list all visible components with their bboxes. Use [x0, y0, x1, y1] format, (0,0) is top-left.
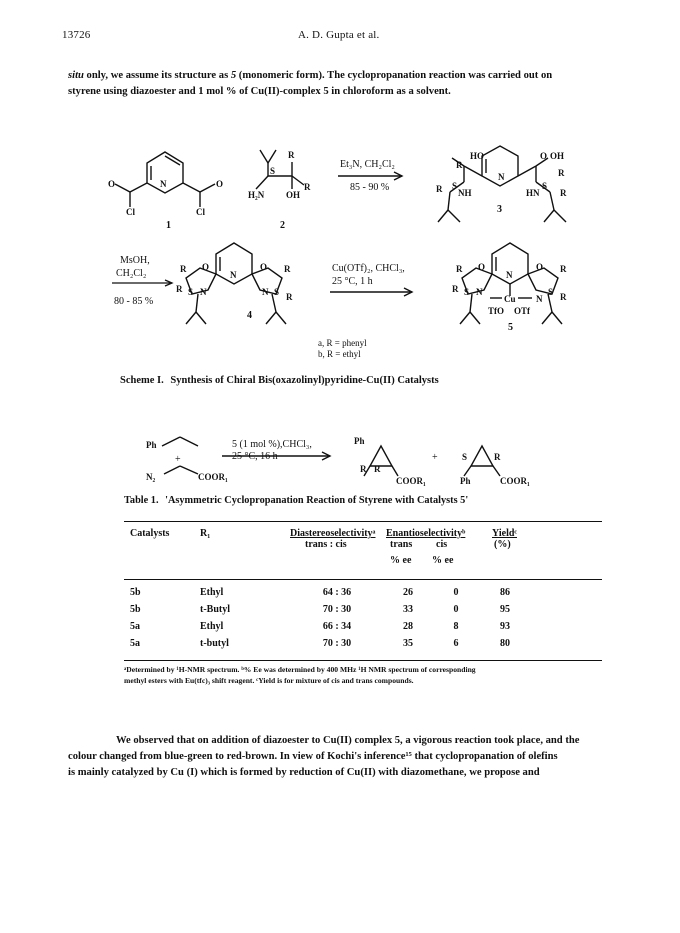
closing-paragraph — [68, 733, 668, 781]
header-yield: Yieldᶜ — [492, 528, 517, 539]
step1-reagent: Et₃N, CH₂Cl₂ — [340, 159, 395, 170]
svg-text:R: R — [560, 188, 567, 198]
svg-text:R: R — [456, 264, 463, 274]
svg-text:N: N — [200, 287, 207, 297]
svg-text:HO: HO — [470, 151, 485, 161]
label-compound-5: 5 — [508, 322, 513, 333]
table-mid-rule — [124, 579, 602, 580]
cell-catalyst: 5a — [130, 621, 140, 632]
svg-text:O: O — [536, 262, 544, 272]
svg-text:HN: HN — [526, 188, 540, 198]
cell-catalyst: 5a — [130, 638, 140, 649]
intro-line1-end: (monomeric form). The cyclopropanation reaction was carried out on — [236, 70, 553, 81]
cell-ee-cis: 8 — [453, 621, 459, 632]
step2-reagent-b: CH₂Cl₂ — [116, 268, 147, 279]
cell-ee-cis: 0 — [453, 604, 459, 615]
table-row — [130, 635, 602, 652]
svg-text:O: O — [260, 262, 268, 272]
table-row — [130, 584, 602, 601]
header-catalysts: Catalysts — [130, 528, 170, 539]
svg-text:R: R — [284, 264, 291, 274]
svg-text:R: R — [456, 160, 463, 170]
table-caption-label: Table 1. — [124, 495, 159, 506]
reaction-plus-2: + — [432, 452, 438, 463]
svg-text:R: R — [560, 292, 567, 302]
label-compound-1: 1 — [166, 220, 171, 231]
header-ee-cis: % ee — [432, 555, 454, 566]
reaction-reagent-a: 5 (1 mol %),CHCl₃, — [232, 439, 312, 450]
header-r1: R₁ — [200, 528, 211, 539]
intro-compound-5: 5 — [230, 70, 237, 81]
step2-yield: 80 - 85 % — [114, 296, 154, 307]
footnote-line-1: ᵃDetermined by ¹H-NMR spectrum. ᵇ% Ee was determined by 400 MHz ¹H NMR spectrum of corresponding — [124, 665, 476, 674]
header-enantioselectivity: Enantioselectivityᵇ — [386, 528, 466, 539]
reaction-plus-1: + — [175, 454, 181, 465]
cell-yield: 80 — [500, 638, 510, 649]
svg-text:R: R — [180, 264, 187, 274]
structure-compound-2 — [256, 150, 304, 189]
svg-text:Ph: Ph — [354, 436, 365, 446]
svg-text:O: O — [216, 179, 224, 189]
reaction-atom-labels — [146, 436, 530, 486]
cell-catalyst: 5b — [130, 604, 141, 615]
svg-text:R: R — [374, 464, 381, 474]
footnote-line-2: methyl esters with Eu(tfc)₃ shift reagent. ᶜYield is for mixture of cis and trans compounds. — [124, 676, 414, 685]
running-head: A. D. Gupta et al. — [298, 29, 380, 41]
cell-yield: 93 — [500, 621, 510, 632]
svg-text:COOR₁: COOR₁ — [198, 472, 228, 482]
cell-r1: Ethyl — [200, 587, 224, 598]
svg-text:R: R — [288, 150, 295, 160]
step3-reagent-b: 25 °C, 1 h — [332, 276, 373, 287]
cell-r1: t-Butyl — [200, 604, 230, 615]
svg-text:S: S — [270, 166, 276, 176]
label-compound-2: 2 — [280, 220, 285, 231]
svg-text:COOR₁: COOR₁ — [396, 476, 426, 486]
svg-text:R: R — [304, 182, 311, 192]
svg-text:N: N — [476, 287, 483, 297]
closing-line-3: is mainly catalyzed by Cu (I) which is formed by reduction of Cu(II) with diazomethane, we propose and — [68, 767, 540, 778]
reaction-reagent-b: 25 °C, 16 h — [232, 451, 278, 462]
cell-r1: t-butyl — [200, 638, 229, 649]
table-top-rule — [124, 521, 602, 522]
header-cis: cis — [436, 539, 448, 550]
header-trans: trans — [390, 539, 413, 550]
header-dia-sub: trans : cis — [305, 539, 347, 550]
reaction-figure — [0, 426, 680, 486]
intro-paragraph — [68, 68, 658, 100]
reaction-structures — [162, 437, 500, 476]
svg-text:N: N — [230, 270, 237, 280]
cell-ee-trans: 33 — [403, 604, 413, 615]
svg-text:R: R — [560, 264, 567, 274]
svg-text:R: R — [176, 284, 183, 294]
svg-text:S: S — [188, 287, 194, 297]
svg-text:H₂N: H₂N — [248, 190, 265, 200]
svg-text:R: R — [452, 284, 459, 294]
table-caption — [124, 495, 468, 506]
label-compound-3: 3 — [497, 204, 502, 215]
intro-line1-mid: only, we assume its structure as — [83, 70, 231, 81]
svg-text:N: N — [536, 294, 543, 304]
table-bottom-rule — [124, 660, 602, 661]
svg-text:OH: OH — [286, 190, 301, 200]
cell-catalyst: 5b — [130, 587, 141, 598]
cell-yield: 86 — [500, 587, 510, 598]
closing-line-1: We observed that on addition of diazoester to Cu(II) complex 5, a vigorous reaction took place, and the — [116, 735, 580, 746]
scheme-caption-text: Synthesis of Chiral Bis(oxazolinyl)pyridine-Cu(II) Catalysts — [170, 375, 439, 386]
cell-ee-cis: 0 — [453, 587, 459, 598]
scheme-figure — [0, 130, 680, 390]
cell-ee-trans: 28 — [403, 621, 413, 632]
cell-ee-trans: 26 — [403, 587, 413, 598]
scheme-caption-label: Scheme I. — [120, 375, 164, 386]
table-row — [130, 618, 602, 635]
intro-line-1 — [68, 68, 658, 84]
closing-line-2: colour changed from blue-green to red-brown. In view of Kochi's inference¹⁵ that cyclopropanation of olefins — [68, 751, 558, 762]
cell-spacer — [530, 618, 602, 635]
table-caption-text: 'Asymmetric Cyclopropanation Reaction of Styrene with Catalysts 5' — [165, 495, 469, 506]
label-compound-4: 4 — [247, 310, 252, 321]
svg-text:S: S — [542, 181, 548, 191]
svg-text:S: S — [274, 287, 280, 297]
svg-text:O: O — [108, 179, 116, 189]
svg-text:O: O — [540, 151, 548, 161]
table-row — [130, 601, 602, 618]
table-body — [130, 584, 602, 652]
results-table — [130, 584, 602, 652]
svg-text:S: S — [464, 287, 470, 297]
svg-text:O: O — [478, 262, 486, 272]
svg-text:N: N — [506, 270, 513, 280]
svg-text:R: R — [360, 464, 367, 474]
intro-line-2: styrene using diazoester and 1 mol % of Cu(II)-complex 5 in chloroform as a solvent. — [68, 86, 451, 97]
svg-text:Cl: Cl — [126, 207, 135, 217]
svg-text:N₂: N₂ — [146, 472, 156, 482]
svg-text:TfO: TfO — [488, 306, 505, 316]
intro-situ: situ — [68, 70, 84, 81]
svg-text:R: R — [436, 184, 443, 194]
svg-text:S: S — [462, 452, 468, 462]
svg-text:S: S — [452, 181, 458, 191]
atom-labels — [108, 150, 567, 316]
cell-spacer — [530, 635, 602, 652]
cell-diastereoselectivity: 70 : 30 — [322, 638, 352, 649]
cell-ee-trans: 35 — [403, 638, 413, 649]
header-yield-unit: (%) — [494, 539, 511, 550]
step1-yield: 85 - 90 % — [350, 182, 390, 193]
svg-text:O: O — [202, 262, 210, 272]
svg-text:OH: OH — [550, 151, 565, 161]
cell-diastereoselectivity: 66 : 34 — [322, 621, 352, 632]
svg-text:NH: NH — [458, 188, 472, 198]
structure-compound-4 — [186, 243, 286, 324]
structure-compound-5 — [460, 243, 562, 324]
header-diastereoselectivity: Diastereoselectivityᵃ — [290, 528, 376, 539]
svg-text:R: R — [558, 168, 565, 178]
page-number: 13726 — [62, 29, 91, 41]
svg-text:N: N — [262, 287, 269, 297]
svg-text:N: N — [160, 179, 167, 189]
svg-text:Cu: Cu — [504, 294, 516, 304]
cell-diastereoselectivity: 70 : 30 — [322, 604, 352, 615]
scheme-caption — [120, 375, 439, 386]
scheme-note-a: a, R = phenyl — [318, 338, 367, 348]
svg-text:OTf: OTf — [514, 306, 531, 316]
cell-spacer — [530, 601, 602, 618]
svg-text:R: R — [494, 452, 501, 462]
svg-text:R: R — [286, 292, 293, 302]
cell-r1: Ethyl — [200, 621, 224, 632]
table-footnote — [124, 664, 604, 686]
cell-ee-cis: 6 — [453, 638, 459, 649]
cell-diastereoselectivity: 64 : 36 — [322, 587, 352, 598]
svg-text:N: N — [498, 172, 505, 182]
scheme-note-b: b, R = ethyl — [318, 349, 361, 359]
svg-text:Ph: Ph — [460, 476, 471, 486]
svg-text:S: S — [548, 287, 554, 297]
step3-reagent-a: Cu(OTf)₂, CHCl₃, — [332, 263, 405, 274]
cell-yield: 95 — [500, 604, 510, 615]
svg-text:Ph: Ph — [146, 440, 157, 450]
svg-text:Cl: Cl — [196, 207, 205, 217]
step2-reagent-a: MsOH, — [120, 255, 150, 266]
header-ee-trans: % ee — [390, 555, 412, 566]
svg-text:COOR₁: COOR₁ — [500, 476, 530, 486]
cell-spacer — [530, 584, 602, 601]
